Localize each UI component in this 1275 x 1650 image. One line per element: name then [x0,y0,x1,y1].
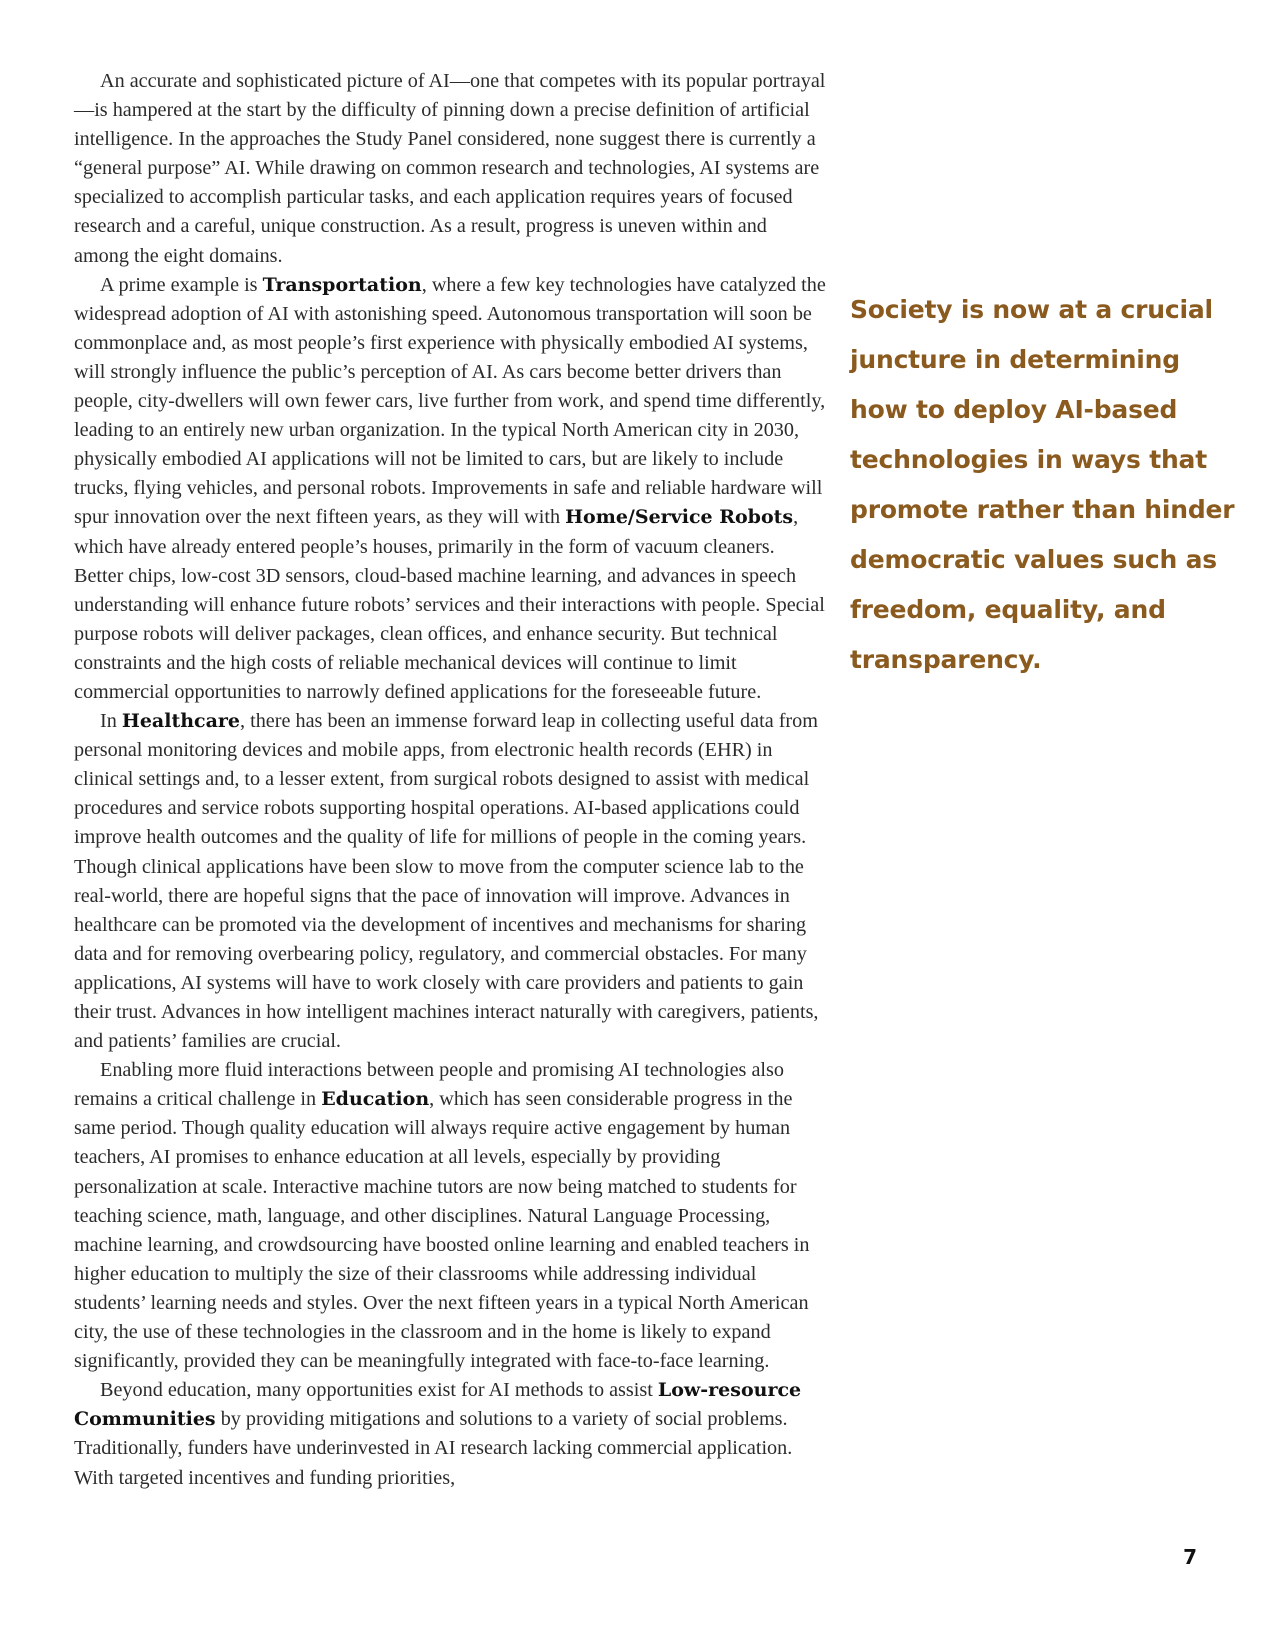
paragraph-text-run: , there has been an immense forward leap in collecting useful data from personal monitoring devices and mobile apps, from electronic health records (EHR) in clinical settings and, to a lesser extent, from surgical robots designed to assist with medical procedures and service robots supporting hospital operations. AI-based applications could improve health outcomes and the quality of life for millions of people in the coming years. Though clinical applications have been slow to move from the computer science lab to the real-world, there are hopeful signs that the pace of innovation will improve. Advances in healthcare can be promoted via the development of incentives and mechanisms for sharing data and for removing overbearing policy, regulatory, and commercial obstacles. For many applications, AI systems will have to work closely with care providers and patients to gain their trust. Advances in how intelligent machines interact naturally with caregivers, patients, and patients’ families are crucial. [74,710,819,1053]
paragraph-text-run: , which have already entered people’s houses, primarily in the form of vacuum cleaners. Better chips, low-cost 3D sensors, cloud-based machine learning, and advances in speech understanding will enhance future robots’ services and their interactions with people. Special purpose robots will deliver packages, clean offices, and enhance security. But technical constraints and the high costs of reliable mechanical devices will continue to limit commercial opportunities to narrowly defined applications for the foreseeable future. [74,506,825,703]
paragraph-low-resource-communities [74,1376,826,1492]
paragraph-text-run: Beyond education, many opportunities exist for AI methods to assist [100,1379,658,1402]
paragraph-text-run: Enabling more fluid interactions between people and promising AI technologies also remains a critical challenge in [74,1059,784,1111]
paragraph-text-run: , which has seen considerable progress in the same period. Though quality education will always require active engagement by human teachers, AI promises to enhance education at all levels, especially by providing personalization at scale. Interactive machine tutors are now being matched to students for teaching science, math, language, and other disciplines. Natural Language Processing, machine learning, and crowdsourcing have boosted online learning and enabled teachers in higher education to multiply the size of their classrooms while addressing individual students’ learning needs and styles. Over the next fifteen years in a typical North American city, the use of these technologies in the classroom and in the home is likely to expand significantly, provided they can be meaningfully integrated with face-to-face learning. [74,1088,810,1373]
page-number: 7 [1183,1545,1197,1569]
paragraph-text-run: A prime example is [100,273,263,296]
bold-domain-term: Transportation [262,273,422,296]
bold-domain-term: Home/Service Robots [565,506,794,529]
body-text-column [74,67,826,1493]
paragraph-intro [74,67,826,271]
bold-domain-term: Education [321,1088,430,1111]
bold-domain-term: Low-resource Communities [74,1379,802,1431]
paragraph-education [74,1056,826,1376]
paragraph-text-run: In [100,710,122,733]
paragraph-transportation [74,271,826,707]
pull-quote: Society is now at a crucial juncture in determining how to deploy AI-based technologies in ways that promote rather than hinder democratic values such as freedom, equality, and transparency. [850,295,1235,674]
paragraph-text-run: by providing mitigations and solutions to a variety of social problems. Traditionally, funders have underinvested in AI research lacking commercial application. With targeted incentives and funding priorities, [74,1408,793,1489]
paragraph-text-run: An accurate and sophisticated picture of AI—one that competes with its popular portrayal—is hampered at the start by the difficulty of pinning down a precise definition of artificial intelligence. In the approaches the Study Panel considered, none suggest there is currently a “general purpose” AI. While drawing on common research and technologies, AI systems are specialized to accomplish particular tasks, and each application requires years of focused research and a careful, unique construction. As a result, progress is uneven within and among the eight domains. [74,70,826,267]
paragraph-healthcare [74,707,826,1056]
bold-domain-term: Healthcare [121,710,241,733]
paragraph-text-run: , where a few key technologies have catalyzed the widespread adoption of AI with astonishing speed. Autonomous transportation will soon be commonplace and, as most people’s first experience with physically embodied AI systems, will strongly influence the public’s perception of AI. As cars become better drivers than people, city-dwellers will own fewer cars, live further from work, and spend time differently, leading to an entirely new urban organization. In the typical North American city in 2030, physically embodied AI applications will not be limited to cars, but are likely to include trucks, flying vehicles, and personal robots. Improvements in safe and reliable hardware will spur innovation over the next fifteen years, as they will with [74,273,826,529]
